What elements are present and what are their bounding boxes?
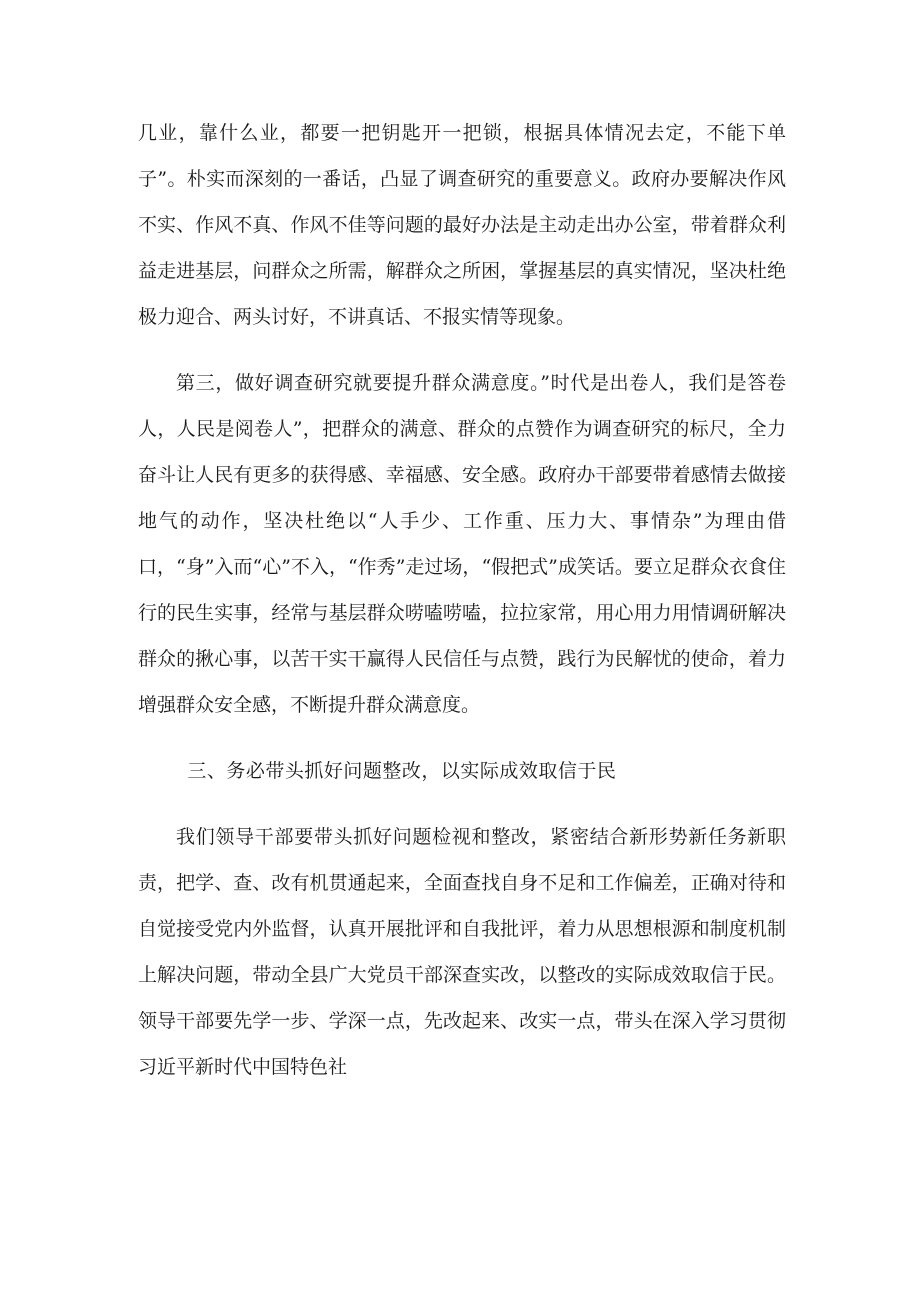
document-body	[138, 110, 786, 1090]
paragraph-continuation: 几业，靠什么业，都要一把钥匙开一把锁，根据具体情况去定，不能下单子”。朴实而深刻的一番话，凸显了调查研究的重要意义。政府办要解决作风不实、作风不真、作风不佳等问题的最好办法是主动走出办公室，带着群众利益走进基层，问群众之所需，解群众之所困，掌握基层的真实情况，坚决杜绝极力迎合、两头讨好，不讲真话、不报实情等现象。	[138, 122, 786, 328]
paragraph-gap	[138, 794, 786, 814]
paragraph-rectification: 我们领导干部要带头抓好问题检视和整改，紧密结合新形势新任务新职责，把学、查、改有机贯通起来，全面查找自身不足和工作偏差，正确对待和自觉接受党内外监督，认真开展批评和自我批评，着力从思想根源和制度机制上解决问题，带动全县广大党员干部深查实改，以整改的实际成效取信于民。领导干部要先学一步、学深一点，先改起来、改实一点，带头在深入学习贯彻习近平新时代中国特色社	[138, 826, 786, 1078]
paragraph-gap	[138, 728, 786, 748]
section-heading: 三、务必带头抓好问题整改，以实际成效取信于民	[187, 760, 617, 782]
paragraph-gap	[138, 340, 786, 360]
paragraph-third-point: 第三，做好调查研究就要提升群众满意度。”时代是出卷人，我们是答卷人，人民是阅卷人”，把群众的满意、群众的点赞作为调查研究的标尺，全力奋斗让人民有更多的获得感、幸福感、安全感。政府办干部要带着感情去做接地气的动作，坚决杜绝以“人手少、工作重、压力大、事情杂”为理由借口，“身”入而“心”不入，“作秀”走过场，“假把式”成笑话。要立足群众衣食住行的民生实事，经常与基层群众唠嗑唠嗑，拉拉家常，用心用力用情调研解决群众的揪心事，以苦干实干赢得人民信任与点赞，践行为民解忧的使命，着力增强群众安全感，不断提升群众满意度。	[138, 372, 786, 716]
